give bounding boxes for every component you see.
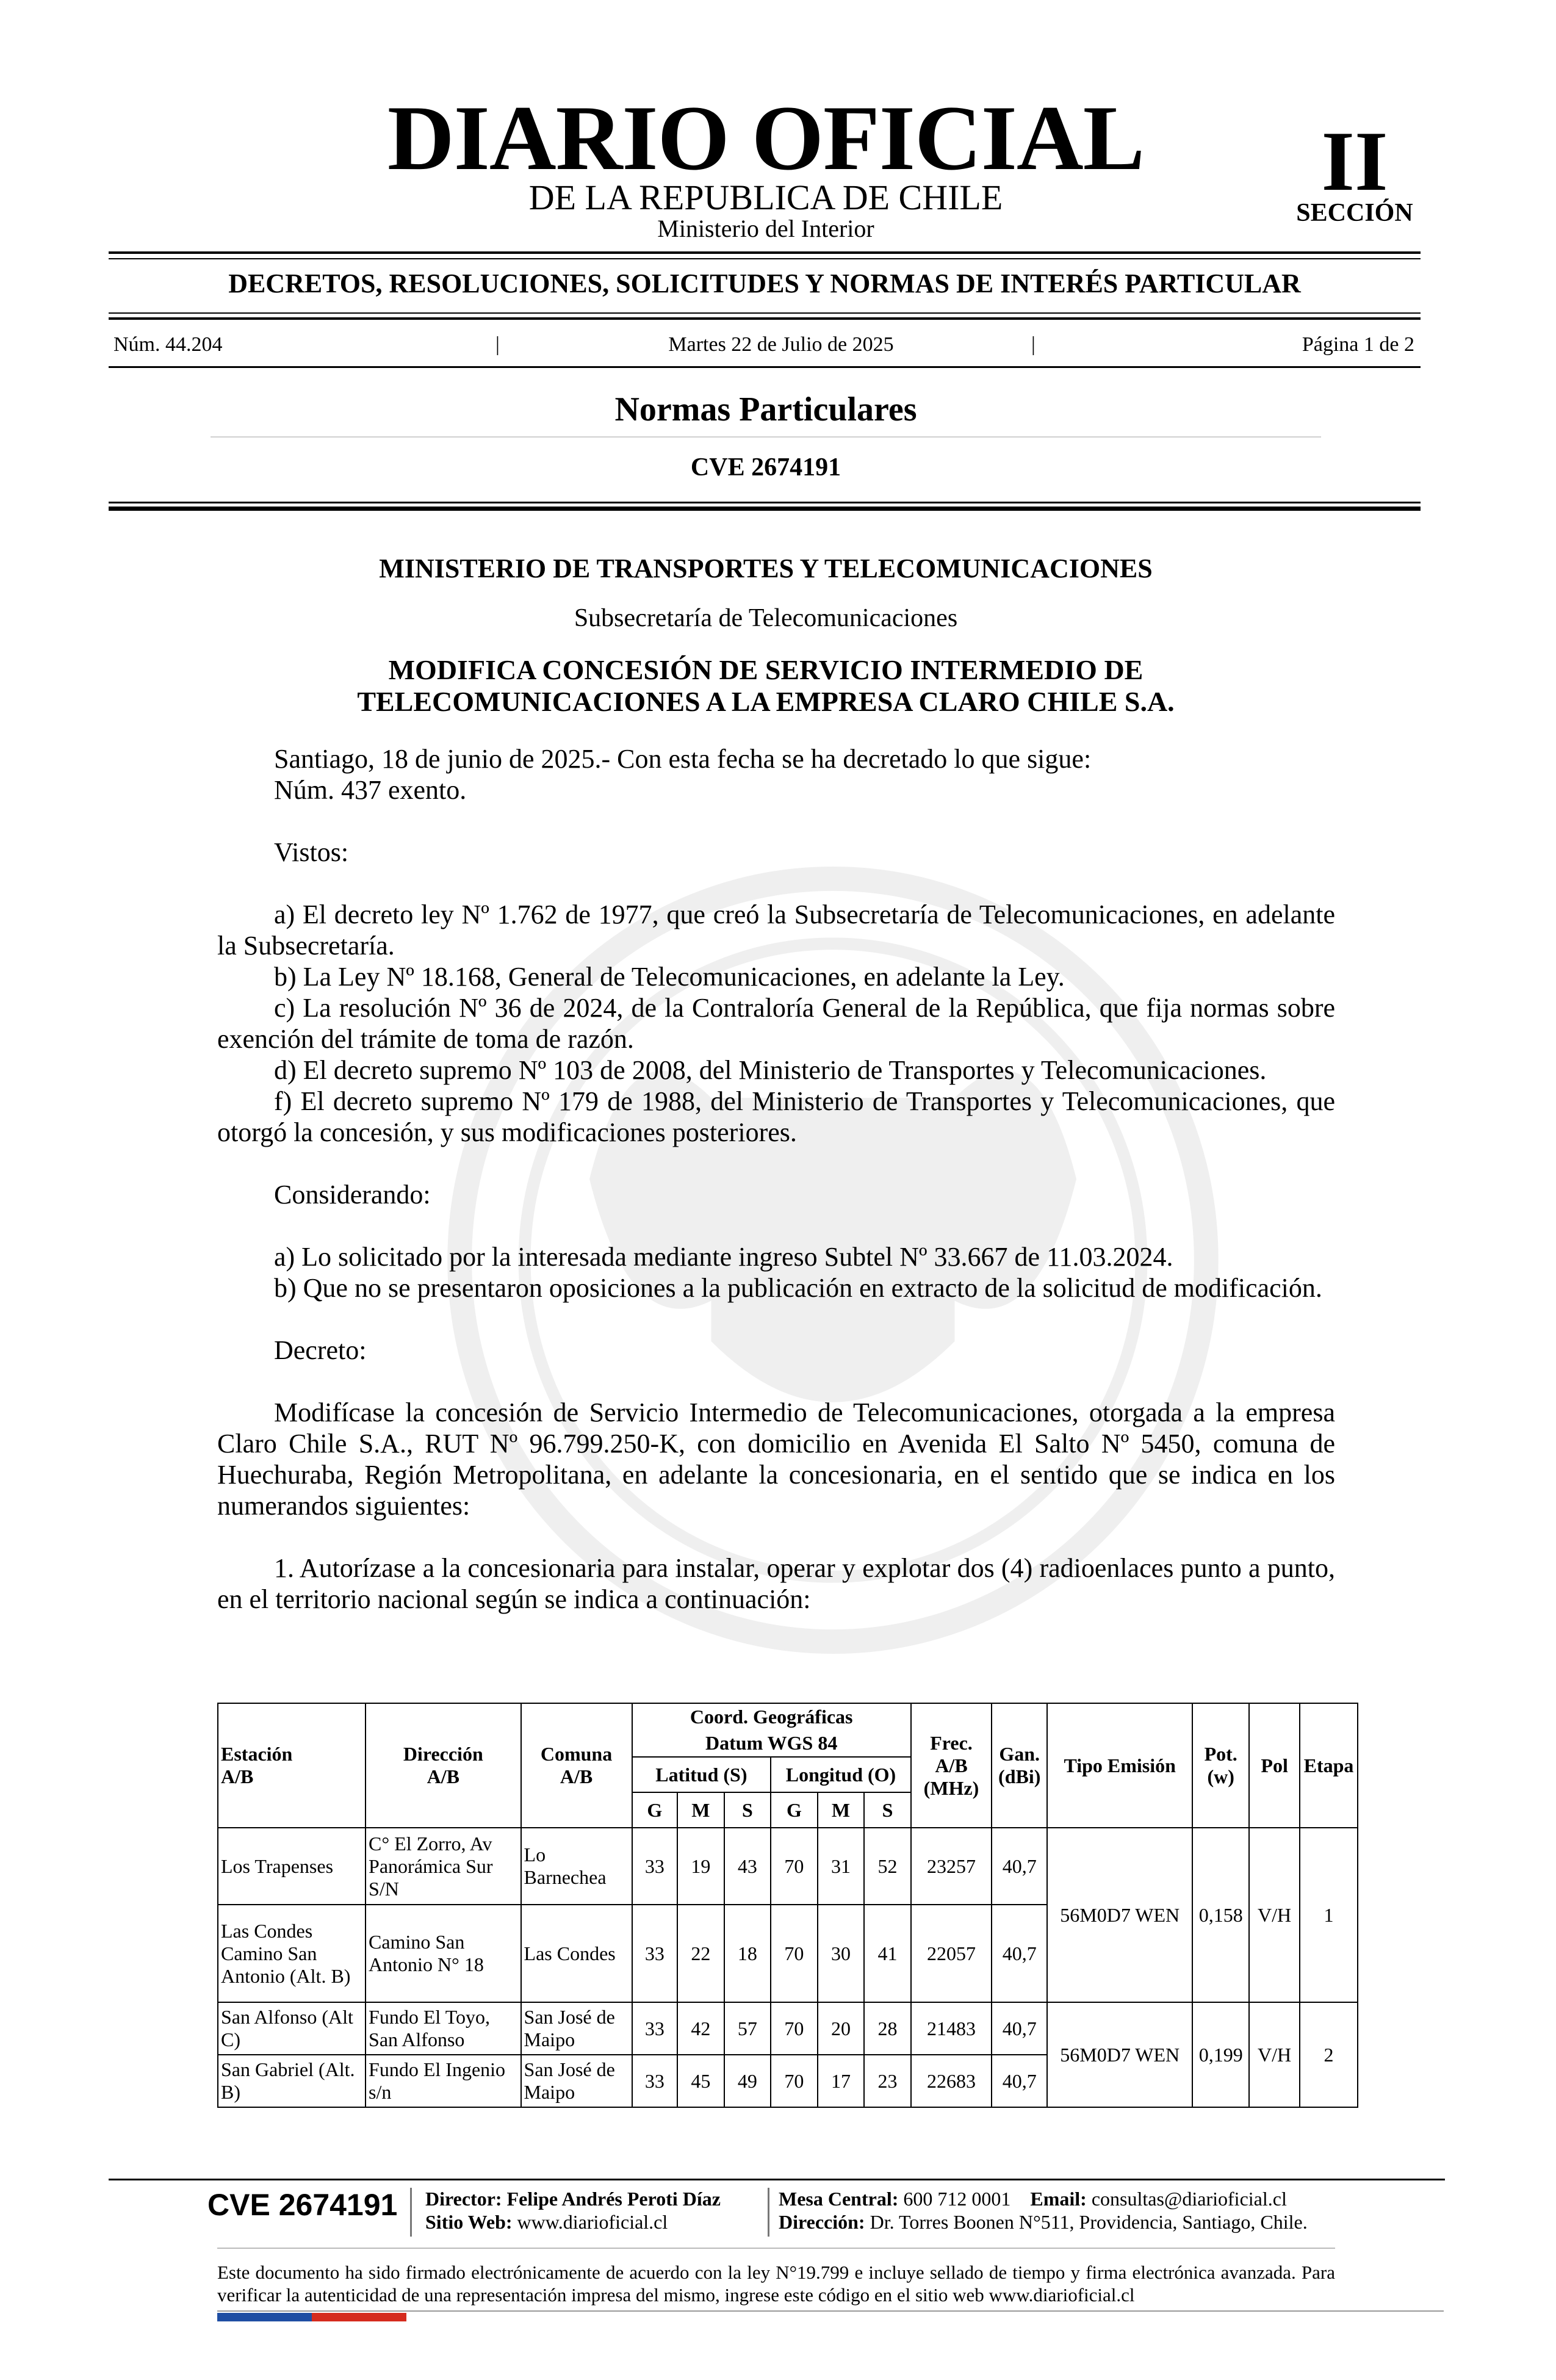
meta-separator: | xyxy=(495,333,500,356)
cell-frec: 23257 xyxy=(911,1828,992,1905)
rule-banner-thin xyxy=(109,312,1421,314)
cell-lon-m: 30 xyxy=(818,1905,865,2002)
cell-frec: 22683 xyxy=(911,2055,992,2107)
header-coord: Coord. Geográficas xyxy=(632,1703,911,1730)
cell-direccion: Fundo El Ingenio s/n xyxy=(366,2055,520,2107)
cell-comuna: San José de Maipo xyxy=(521,2055,632,2107)
cve-header: CVE 2674191 xyxy=(690,453,841,481)
decreto-paragraph: Modifícase la concesión de Servicio Intermedio de Telecomunicaciones, otorgada a la empresa Claro Chile S.A., RUT Nº 96.799.250-K, con domicilio en Avenida El Salto Nº 5450, comuna de Huechuraba, Región Metropolitana, en adelante la concesionaria, en el sentido que se indica en los numerandos siguientes: xyxy=(217,1397,1335,1521)
address: Dr. Torres Boonen N°511, Providencia, Santiago, Chile. xyxy=(870,2211,1308,2233)
cell-lat-m: 45 xyxy=(677,2055,724,2107)
footer-separator xyxy=(410,2188,412,2237)
cell-estacion: San Gabriel (Alt. B) xyxy=(218,2055,366,2107)
vistos-item: f) El decreto supremo Nº 179 de 1988, del Ministerio de Transportes y Telecomunicaciones, que otorgó la concesión, y sus modificaciones posteriores. xyxy=(217,1086,1335,1147)
footer-contact-block xyxy=(779,2187,1425,2234)
cell-frec: 22057 xyxy=(911,1905,992,2002)
mesa-label: Mesa Central: xyxy=(779,2188,899,2210)
cell-lon-g: 70 xyxy=(771,1828,818,1905)
cell-tipo: 56M0D7 WEN xyxy=(1047,1828,1192,2002)
header-s: S xyxy=(724,1792,771,1828)
banner: DECRETOS, RESOLUCIONES, SOLICITUDES Y NORMAS DE INTERÉS PARTICULAR xyxy=(228,269,1301,298)
vistos-item: a) El decreto ley Nº 1.762 de 1977, que creó la Subsecretaría de Telecomunicaciones, en adelante la Subsecretaría. xyxy=(217,900,1335,961)
rule-top-thick xyxy=(109,251,1421,254)
mesa-phone: 600 712 0001 xyxy=(903,2188,1011,2210)
cell-lat-s: 49 xyxy=(724,2055,771,2107)
cell-gan: 40,7 xyxy=(992,1905,1047,2002)
header-g: G xyxy=(632,1792,677,1828)
cell-lon-g: 70 xyxy=(771,2002,818,2055)
email-link[interactable]: consultas@diarioficial.cl xyxy=(1091,2188,1287,2210)
document-ministry: MINISTERIO DE TRANSPORTES Y TELECOMUNICACIONES xyxy=(379,554,1153,583)
cell-gan: 40,7 xyxy=(992,2002,1047,2055)
header-latitud: Latitud (S) xyxy=(632,1757,771,1792)
cell-lon-s: 28 xyxy=(864,2002,911,2055)
document-title-line: MODIFICA CONCESIÓN DE SERVICIO INTERMEDIO DE xyxy=(388,654,1144,685)
footer-bottom-rule xyxy=(217,2310,1444,2312)
cell-pol: V/H xyxy=(1249,2002,1300,2107)
radiolinks-table xyxy=(217,1703,1358,2108)
meta-separator: | xyxy=(1031,333,1036,356)
table-row xyxy=(218,2002,1358,2055)
issue-date: Martes 22 de Julio de 2025 xyxy=(668,333,894,356)
considerando-item: a) Lo solicitado por la interesada mediante ingreso Subtel Nº 33.667 de 11.03.2024. xyxy=(274,1242,1173,1272)
section-label: SECCIÓN xyxy=(1296,199,1413,227)
page-indicator: Página 1 de 2 xyxy=(1302,333,1414,356)
decreto-heading: Decreto: xyxy=(274,1335,367,1365)
cell-lon-s: 23 xyxy=(864,2055,911,2107)
table-row xyxy=(218,1828,1358,1905)
cell-tipo: 56M0D7 WEN xyxy=(1047,2002,1192,2107)
header-direccion: Dirección A/B xyxy=(366,1703,520,1828)
cell-comuna: Lo Barnechea xyxy=(521,1828,632,1905)
header-pol: Pol xyxy=(1249,1703,1300,1828)
cell-lat-s: 57 xyxy=(724,2002,771,2055)
cell-lat-g: 33 xyxy=(632,2002,677,2055)
cell-direccion: Camino San Antonio N° 18 xyxy=(366,1905,520,2002)
cell-direccion: C° El Zorro, Av Panorámica Sur S/N xyxy=(366,1828,520,1905)
cell-pot: 0,158 xyxy=(1192,1828,1249,2002)
footer-separator xyxy=(768,2188,769,2237)
header-m: M xyxy=(677,1792,724,1828)
document-body xyxy=(217,743,1335,1615)
cell-lon-s: 52 xyxy=(864,1828,911,1905)
header-etapa: Etapa xyxy=(1300,1703,1358,1828)
header-longitud: Longitud (O) xyxy=(771,1757,911,1792)
cell-estacion: Los Trapenses xyxy=(218,1828,366,1905)
flag-stripe-blue xyxy=(217,2313,312,2321)
cell-pot: 0,199 xyxy=(1192,2002,1249,2107)
point-1: 1. Autorízase a la concesionaria para instalar, operar y explotar dos (4) radioenlaces punto a punto, en el territorio nacional según se indica a continuación: xyxy=(217,1553,1335,1614)
cell-pol: V/H xyxy=(1249,1828,1300,2002)
rule-cve-thin xyxy=(109,502,1421,503)
masthead-ministry: Ministerio del Interior xyxy=(657,215,874,242)
header-estacion: Estación A/B xyxy=(218,1703,366,1828)
section-title: Normas Particulares xyxy=(614,391,917,428)
header-g: G xyxy=(771,1792,818,1828)
vistos-heading: Vistos: xyxy=(274,837,349,867)
footer-signature-note: Este documento ha sido firmado electrónicamente de acuerdo con la ley N°19.799 e incluye sellado de tiempo y firma electrónica avanzada. Para verificar la autenticidad de una representación impresa del mismo, ingrese este código en el sitio web www.diarioficial.cl xyxy=(217,2262,1335,2306)
cell-comuna: Las Condes xyxy=(521,1905,632,2002)
footer-rule xyxy=(109,2179,1445,2180)
vistos-item: c) La resolución Nº 36 de 2024, de la Contraloría General de la República, que fija normas sobre exención del trámite de toma de razón. xyxy=(217,993,1335,1054)
cell-lat-s: 43 xyxy=(724,1828,771,1905)
cell-etapa: 2 xyxy=(1300,2002,1358,2107)
opening-line: Santiago, 18 de junio de 2025.- Con esta fecha se ha decretado lo que sigue: xyxy=(274,744,1092,774)
cell-direccion: Fundo El Toyo, San Alfonso xyxy=(366,2002,520,2055)
address-label: Dirección: xyxy=(779,2211,865,2233)
cell-lon-m: 20 xyxy=(818,2002,865,2055)
footer-director-block xyxy=(425,2187,767,2234)
flag-stripe-red xyxy=(312,2313,406,2321)
cell-lat-m: 22 xyxy=(677,1905,724,2002)
cell-etapa: 1 xyxy=(1300,1828,1358,2002)
opening-line: Núm. 437 exento. xyxy=(274,775,467,805)
header-s: S xyxy=(864,1792,911,1828)
rule-meta xyxy=(109,366,1421,368)
footer-cve: CVE 2674191 xyxy=(207,2188,398,2222)
header-datum: Datum WGS 84 xyxy=(632,1730,911,1757)
cell-lon-g: 70 xyxy=(771,2055,818,2107)
rule-banner-thick xyxy=(109,317,1421,320)
cell-lat-g: 33 xyxy=(632,2055,677,2107)
cell-lon-m: 31 xyxy=(818,1828,865,1905)
cell-lat-g: 33 xyxy=(632,1828,677,1905)
header-tipo: Tipo Emisión xyxy=(1047,1703,1192,1828)
header-comuna: Comuna A/B xyxy=(521,1703,632,1828)
site-label: Sitio Web: xyxy=(425,2211,513,2233)
header-pot: Pot. (w) xyxy=(1192,1703,1249,1828)
document-title xyxy=(0,654,1532,718)
considerando-item: b) Que no se presentaron oposiciones a la publicación en extracto de la solicitud de modificación. xyxy=(274,1273,1322,1303)
director-name: Felipe Andrés Peroti Díaz xyxy=(506,2188,721,2210)
section-number: II xyxy=(1321,114,1388,209)
masthead-title: DIARIO OFICIAL xyxy=(387,87,1145,189)
rule-cve-thick xyxy=(109,507,1421,511)
document-title-line: TELECOMUNICACIONES A LA EMPRESA CLARO CHILE S.A. xyxy=(357,686,1175,717)
footer-rule-light xyxy=(217,2248,1335,2249)
rule-top-thin xyxy=(109,258,1421,259)
cell-lon-g: 70 xyxy=(771,1905,818,2002)
cell-gan: 40,7 xyxy=(992,1828,1047,1905)
cell-comuna: San José de Maipo xyxy=(521,2002,632,2055)
site-link[interactable]: www.diarioficial.cl xyxy=(517,2211,668,2233)
vistos-item: b) La Ley Nº 18.168, General de Telecomunicaciones, en adelante la Ley. xyxy=(274,962,1065,992)
rule-light xyxy=(211,436,1321,438)
vistos-item: d) El decreto supremo Nº 103 de 2008, del Ministerio de Transportes y Telecomunicaciones. xyxy=(274,1055,1267,1085)
document-subsecretaria: Subsecretaría de Telecomunicaciones xyxy=(574,604,958,632)
cell-lat-m: 19 xyxy=(677,1828,724,1905)
cell-estacion: Las Condes Camino San Antonio (Alt. B) xyxy=(218,1905,366,2002)
header-m: M xyxy=(818,1792,865,1828)
director-label: Director: xyxy=(425,2188,502,2210)
cell-lon-s: 41 xyxy=(864,1905,911,2002)
email-label: Email: xyxy=(1030,2188,1087,2210)
masthead-subtitle: DE LA REPUBLICA DE CHILE xyxy=(528,178,1003,217)
considerando-heading: Considerando: xyxy=(274,1180,431,1210)
cell-gan: 40,7 xyxy=(992,2055,1047,2107)
cell-lon-m: 17 xyxy=(818,2055,865,2107)
cell-lat-s: 18 xyxy=(724,1905,771,2002)
cell-estacion: San Alfonso (Alt C) xyxy=(218,2002,366,2055)
header-frec: Frec. A/B (MHz) xyxy=(911,1703,992,1828)
issue-number: Núm. 44.204 xyxy=(113,333,223,356)
cell-lat-m: 42 xyxy=(677,2002,724,2055)
cell-lat-g: 33 xyxy=(632,1905,677,2002)
header-gan: Gan. (dBi) xyxy=(992,1703,1047,1828)
cell-frec: 21483 xyxy=(911,2002,992,2055)
